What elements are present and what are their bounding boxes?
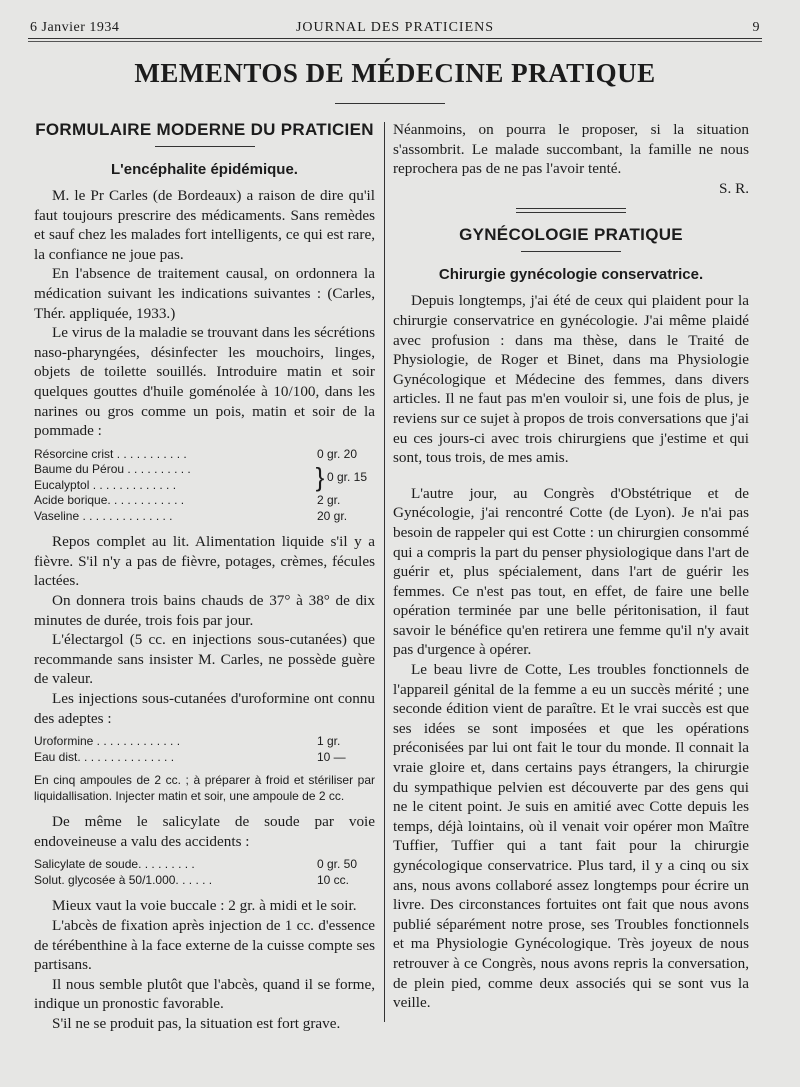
section-title-formulaire: FORMULAIRE MODERNE DU PRATICIEN (35, 120, 374, 139)
header-rule-thin (28, 41, 762, 42)
rx-brace-group: Baume du Pérou . . . . . . . . . . Eucalyptol . . . . . . . . . . . . . } 0 gr. 15 (34, 462, 368, 493)
paragraph: L'électargol (5 cc. en injections sous-cutanées) que recommande sans insister M. Carles, ne possède guère de valeur. (34, 631, 375, 688)
paragraph: On donnera trois bains chauds de 37° à 38° de dix minutes de durée, trois fois par jour. (34, 592, 375, 629)
paragraph: Depuis longtemps, j'ai été de ceux qui plaident pour la chirurgie conservatrice en gynécologie. J'ai même plaidé avec profusion : dans ma thèse, dans le Traité de Physiologie, de Roger et Binet, dans ma Physiologie Gynécologique et Médecine des femmes, dans divers articles. Il ne faut pas m'en vouloir si, une fois de plus, je reviens sur ce sujet à propos de trois conversations que j'ai eu ces jours-ci avec trois chirurgiens que j'estime et qui sont, tous trois, de mes amis. (393, 292, 749, 467)
rx-line: Uroformine . . . . . . . . . . . . . 1 gr. (34, 734, 341, 749)
prescription-uroformine (34, 734, 375, 765)
rx-line: Acide borique. . . . . . . . . . . . 2 gr. (34, 493, 341, 508)
prescription-note: En cinq ampoules de 2 cc. ; à préparer à froid et stériliser par liquidallisation. Injecter matin et soir, une ampoule de 2 cc. (34, 773, 375, 803)
paragraph: S'il ne se produit pas, la situation est fort grave. (52, 1014, 341, 1032)
column-divider (384, 122, 385, 1022)
prescription-pommade (34, 447, 375, 525)
rx-line: Vaseline . . . . . . . . . . . . . . 20 gr. (34, 508, 348, 523)
page-title: MEMENTOS DE MÉDECINE PRATIQUE (134, 58, 656, 88)
paragraph: Il nous semble plutôt que l'abcès, quand il se forme, indique un pronostic favorable. (34, 975, 375, 1013)
paragraph: Le beau livre de Cotte, Les troubles fonctionnels de l'appareil génital de la femme a eu un succès mérité ; une seconde édition vient de paraître. Et le vrai succès est que ses idées se sont imposées et que les opérations préconisées par lui ont fait le tour du monde. Il connait la vraie gloire et, dans certains pays étrangers, la chirurgie du sympathique pelvien est découverte par des gens qui ne le citent point. Je suis en amitié avec Cotte depuis les temps, déjà lointains, où il venait voir opérer mon Maître Tuffier, Tuffier qui a tant fait pour la chirurgie gynécologique conservatrice. Plus tard, il y a cinq ou six ans, nous avons collaboré assez longtemps pour écrire un livre. Des circonstances fortuites ont fait que nous avons publié séparément notre prose, ses Troubles fonctionnels et ma Physiologie Gynécologique. Très joyeux de nous retrouver à ce Congrès, nous avons repris la conversation, de plein pied, comme deux associés qui se sont vus la veille. (393, 661, 749, 1012)
running-header (30, 20, 760, 38)
prescription-salicylate (34, 857, 375, 888)
section-rule (521, 251, 621, 252)
paragraph: En l'absence de traitement causal, on ordonnera la médication suivant les indications suivantes : (Carles, Thér. appliquée, 1933.) (34, 265, 375, 322)
rx-line: Salicylate de soude. . . . . . . . . 0 gr. 50 (34, 857, 358, 872)
header-rule (28, 38, 762, 39)
left-column (34, 120, 375, 1034)
paragraph: L'autre jour, au Congrès d'Obstétrique et de Gynécologie, j'ai rencontré Cotte (de Lyon). Je n'ai pas besoin de rappeler qui est Cotte : un chirurgien consommé qui a compris la part du penser physiologique dans l'art de guérir et, plus spécialement, dans l'art de guérir les femmes. Ce n'est pas tout, en effet, de faire une belle opération terminée par une belle péritonisation, il faut savoir le bénéfice qu'en retirera une femme qu'il n'y avait pas d'urgence à opérer. (393, 484, 749, 659)
double-rule (516, 208, 626, 213)
paragraph: L'abcès de fixation après injection de 1 cc. d'essence de térébenthine à la face externe de la cuisse compte ses partisans. (34, 916, 375, 974)
rx-line: Solut. glycosée à 50/1.000. . . . . . 10 cc. (34, 872, 350, 887)
paragraph: De même le salicylate de soude par voie endoveineuse a valu des accidents : (34, 813, 375, 850)
paragraph: M. le Pr Carles (de Bordeaux) a raison de dire qu'il faut toujours prescrire des médicaments. Sans remèdes et sauf chez les malades fort intelligents, ce qui est rare, la confiance ne joue pas. (34, 187, 375, 263)
article-title-chirurgie: Chirurgie gynécologie conservatrice. (438, 266, 704, 284)
paragraph-continued: Néanmoins, on pourra le proposer, si la situation s'assombrit. Le malade succombant, la famille ne nous reprochera pas de ne pas l'avoir tenté. (393, 121, 749, 178)
section-title-gynecologie: GYNÉCOLOGIE PRATIQUE (459, 225, 683, 245)
rx-line: Eau dist. . . . . . . . . . . . . . . 10 — (34, 749, 346, 764)
paragraph: Les injections sous-cutanées d'uroformine ont connu des adeptes : (34, 689, 375, 727)
paragraph: Mieux vaut la voie buccale : 2 gr. à midi et le soir. (52, 897, 357, 915)
title-rule (335, 103, 445, 104)
brace: } (315, 462, 325, 493)
section-rule (155, 146, 255, 147)
paragraph: Le virus de la maladie se trouvant dans les sécrétions naso-pharyngées, désinfecter les mouchoirs, linges, objets de toilette souillés. Introduire matin et soir quelques gouttes d'huile goménolée à 10/100, dans les narines ou gros comme un pois, matin et soir de la pommade : (34, 324, 375, 440)
article-title-encephalite: L'encéphalite épidémique. (111, 161, 298, 178)
paragraph: Repos complet au lit. Alimentation liquide s'il y a fièvre. S'il n'y a pas de fièvre, potages, crèmes, fécules lactées. (34, 533, 375, 590)
issue-date: 6 Janvier 1934 (30, 20, 120, 35)
author-signature: S. R. (719, 179, 749, 197)
right-column (393, 120, 749, 1013)
rx-line: Résorcine crist . . . . . . . . . . . 0 gr. 20 (34, 446, 358, 461)
page-number: 9 (752, 20, 760, 35)
journal-name: JOURNAL DES PRATICIENS (295, 20, 495, 35)
